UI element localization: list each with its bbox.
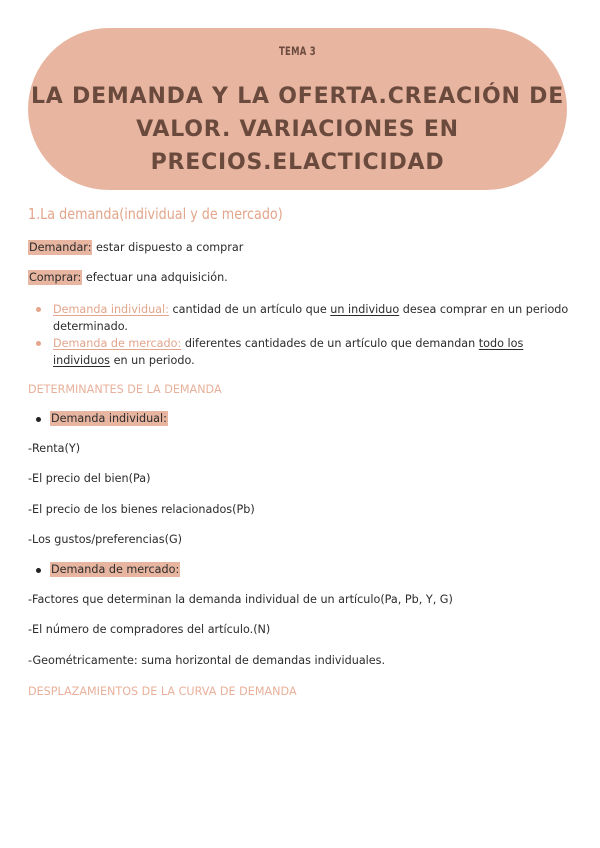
bullet-text: cantidad de un artículo que bbox=[168, 303, 331, 316]
term-highlight: Comprar: bbox=[29, 271, 82, 284]
title-line-3: PRECIOS.ELACTICIDAD bbox=[150, 150, 445, 175]
bullet-dot bbox=[36, 341, 41, 346]
list-item: -Geométricamente: suma horizontal de demandas individuales. bbox=[28, 654, 386, 667]
definition-text: estar dispuesto a comprar bbox=[92, 241, 244, 254]
demand-types-list bbox=[36, 301, 576, 369]
term-highlight: Demanda individual: bbox=[51, 412, 167, 425]
list-item: -Renta(Y) bbox=[28, 442, 81, 455]
definition-demandar bbox=[28, 241, 243, 254]
topic-number: TEMA 3 bbox=[279, 44, 316, 58]
page-title bbox=[28, 80, 567, 179]
list-item: -Los gustos/preferencias(G) bbox=[28, 533, 182, 546]
term-highlight: Demandar: bbox=[29, 241, 92, 254]
underlined-text: todo los bbox=[478, 337, 524, 350]
bullet-text: en un periodo. bbox=[110, 354, 195, 367]
section-heading: 1.La demanda(individual y de mercado) bbox=[28, 205, 283, 223]
underlined-text: un individuo bbox=[330, 303, 400, 316]
header-banner bbox=[28, 28, 567, 190]
bullet-demanda-mercado bbox=[36, 563, 180, 576]
list-item bbox=[36, 335, 576, 369]
bullet-term: Demanda de mercado: bbox=[53, 337, 182, 350]
list-item: -El precio del bien(Pa) bbox=[28, 472, 151, 485]
bullet-dot bbox=[36, 568, 41, 573]
bullet-dot bbox=[36, 307, 41, 312]
bullet-text: determinado. bbox=[53, 320, 128, 333]
underlined-text: individuos bbox=[53, 354, 111, 367]
title-line-2: VALOR. VARIACIONES EN bbox=[136, 117, 459, 142]
definition-comprar bbox=[28, 271, 228, 284]
subheading-desplazamientos: DESPLAZAMIENTOS DE LA CURVA DE DEMANDA bbox=[28, 685, 297, 698]
subheading-determinantes: DETERMINANTES DE LA DEMANDA bbox=[28, 383, 222, 396]
title-line-1: LA DEMANDA Y LA OFERTA.CREACIÓN DE bbox=[30, 84, 565, 109]
list-item bbox=[36, 301, 576, 335]
bullet-text: desea comprar en un periodo bbox=[399, 303, 569, 316]
definition-text: efectuar una adquisición. bbox=[82, 271, 228, 284]
term-highlight: Demanda de mercado: bbox=[51, 563, 180, 576]
bullet-term: Demanda individual: bbox=[53, 303, 169, 316]
bullet-demanda-individual bbox=[36, 412, 168, 425]
bullet-dot bbox=[36, 417, 41, 422]
list-item: -El precio de los bienes relacionados(Pb) bbox=[28, 503, 255, 516]
list-item: -El número de compradores del artículo.(N) bbox=[28, 623, 271, 636]
list-item: -Factores que determinan la demanda individual de un artículo(Pa, Pb, Y, G) bbox=[28, 593, 453, 606]
bullet-text: diferentes cantidades de un artículo que demandan bbox=[181, 337, 479, 350]
